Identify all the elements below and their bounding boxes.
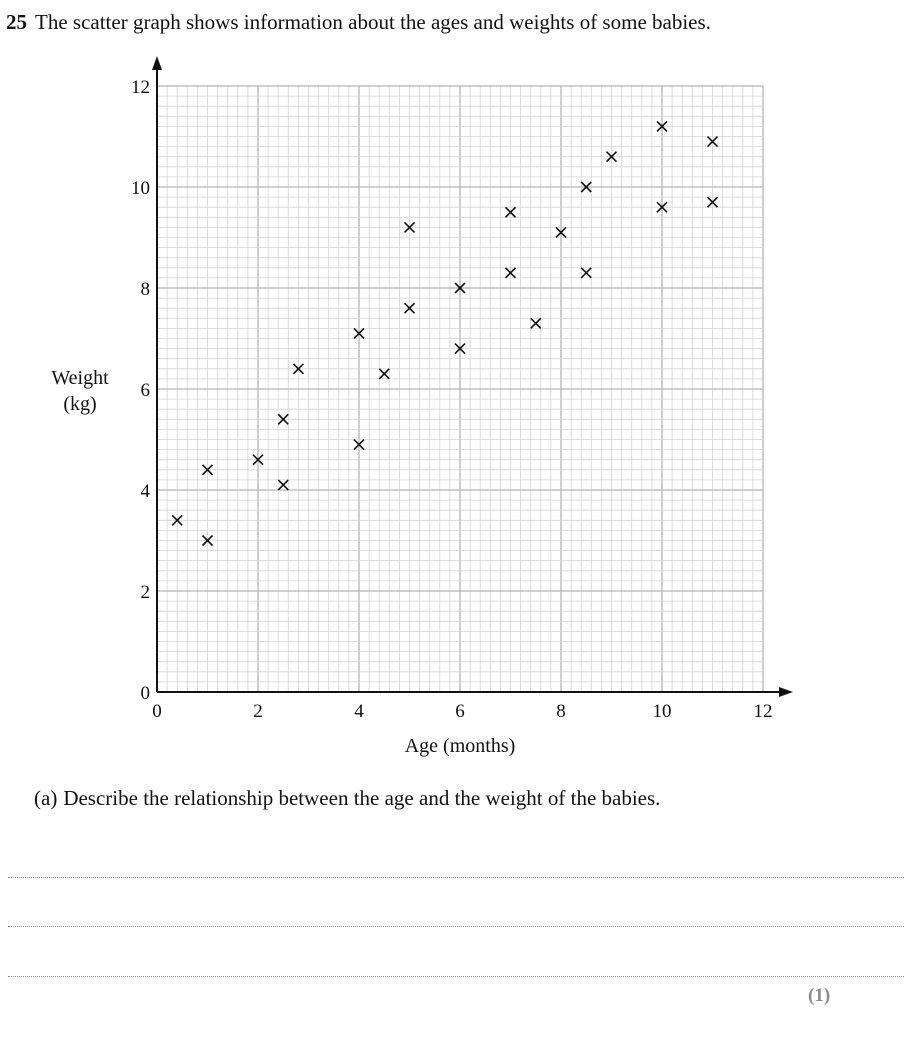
answer-line-2[interactable]	[8, 926, 904, 927]
data-point	[581, 268, 591, 278]
x-tick-label: 0	[152, 701, 162, 722]
x-tick-label: 8	[556, 701, 566, 722]
answer-line-1[interactable]	[8, 877, 904, 878]
question-number: 25	[6, 10, 27, 34]
part-a-text: Describe the relationship between the age and the weight of the babies.	[63, 786, 661, 810]
y-tick-label: 2	[140, 582, 150, 603]
part-a-label: (a)	[34, 786, 58, 810]
data-point	[278, 480, 288, 490]
answer-line-3[interactable]	[8, 976, 904, 977]
x-tick-label: 4	[354, 701, 364, 722]
data-points	[172, 121, 717, 545]
x-tick-label: 2	[253, 701, 263, 722]
y-axis-label-line-1: Weight	[51, 367, 109, 389]
x-tick-label: 10	[652, 701, 672, 722]
y-axis-arrow-icon	[152, 56, 162, 70]
y-tick-label: 8	[140, 279, 150, 300]
data-point	[379, 369, 389, 379]
y-tick-label: 0	[140, 683, 150, 704]
grid	[157, 86, 763, 692]
y-tick-label: 10	[131, 178, 150, 199]
marks-label: (1)	[808, 985, 831, 1006]
x-axis-label: Age (months)	[404, 735, 516, 757]
y-tick-label: 12	[131, 77, 150, 98]
y-axis-label-line-2: (kg)	[63, 393, 97, 415]
x-tick-label: 6	[455, 701, 465, 722]
question-text: The scatter graph shows information about the ages and weights of some babies.	[35, 10, 711, 34]
data-point	[531, 318, 541, 328]
y-tick-label: 6	[140, 380, 150, 401]
y-tick-label: 4	[140, 481, 150, 502]
x-tick-label: 12	[753, 701, 773, 722]
x-axis-arrow-icon	[779, 687, 793, 697]
part-a-question	[34, 784, 660, 812]
